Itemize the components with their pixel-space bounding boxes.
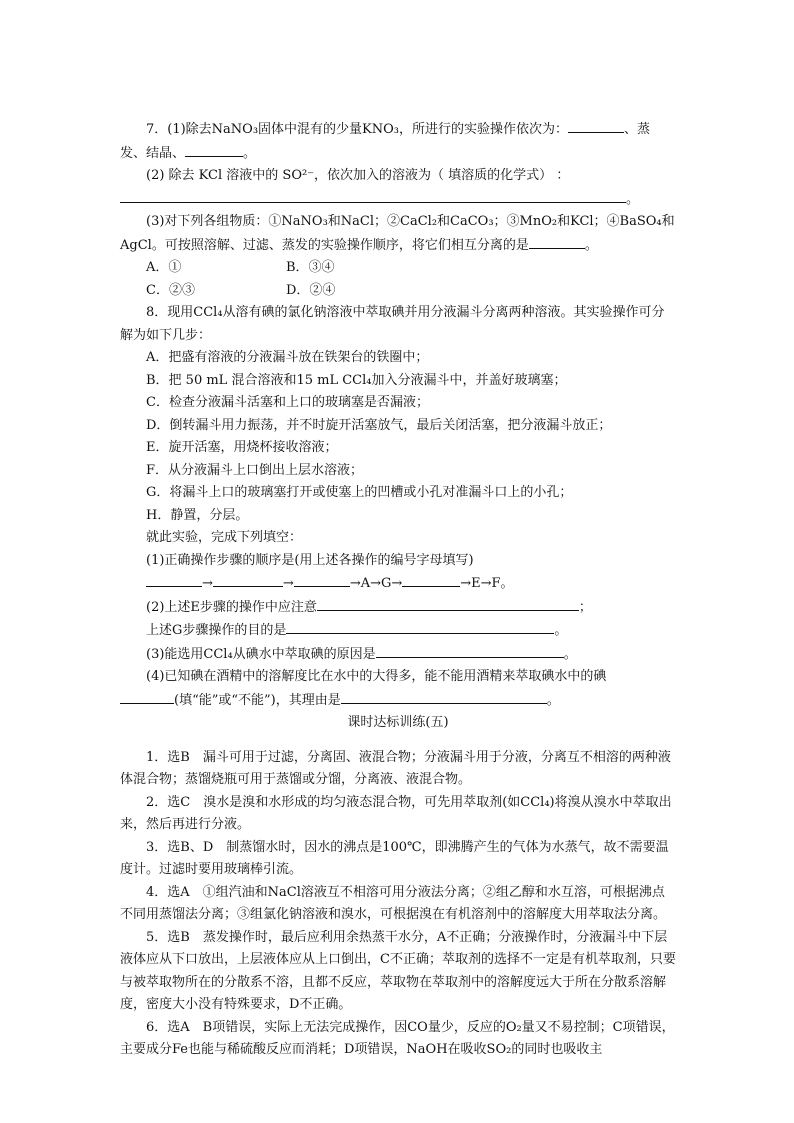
option-c[interactable]: C．②③ — [146, 282, 195, 298]
answer-blank[interactable] — [341, 689, 547, 704]
answer-blank[interactable] — [286, 619, 554, 634]
q8-sequence — [120, 572, 676, 596]
document-page — [120, 118, 676, 1062]
q7-options-row-2 — [120, 280, 676, 303]
sequence-fixed: →E→F。 — [460, 576, 514, 591]
q8-lead: 就此实验，完成下列填空： — [146, 530, 303, 545]
answer-blank[interactable] — [146, 572, 202, 587]
option-b[interactable]: B．③④ — [286, 260, 335, 275]
q8-step: D．倒转漏斗用力振荡，并不时旋开活塞放气，最后关闭活塞，把分液漏斗放正； — [146, 417, 612, 433]
q7-part3-text: (3)对下列各组物质：①NaNO₃和NaCl；②CaCl₂和CaCO₃；③MnO₂和KCl；④BaSO₄和AgCl。可按照溶解、过滤、蒸发的实验操作顺序，将它们相互分离的是 — [120, 214, 675, 253]
answer-blank[interactable] — [120, 689, 174, 704]
q7-part2-text: (2) 除去 KCl 溶液中的 SO²⁻，依次加入的溶液为（ 填溶质的化学式） ： — [146, 168, 570, 183]
q7-part2 — [120, 165, 676, 188]
answer-blank[interactable] — [294, 572, 350, 587]
q7-part1-text: 。 — [243, 145, 257, 161]
answer-item: 4．选A ①组汽油和NaCl溶液互不相溶可用分液法分离；②组乙醇和水互溶，可根据沸点不同用蒸馏法分离；③组氯化钠溶液和溴水，可根据溴在有机溶剂中的溶解度大用萃取法分离。 — [120, 884, 667, 922]
q8-sub3-end: 。 — [563, 646, 577, 662]
answer-blank[interactable] — [529, 234, 585, 249]
q7-part1-text: 结晶、 — [146, 145, 186, 161]
q8-step: C．检查分液漏斗活塞和上口的玻璃塞是否漏液； — [146, 395, 429, 410]
answer-item: 1．选B 漏斗可用于过滤，分离固、液混合物；分液漏斗用于分液，分离互不相溶的两种液体混合物；蒸馏烧瓶可用于蒸馏或分馏，分离液、液混合物。 — [120, 749, 671, 787]
option-d[interactable]: D．②④ — [286, 282, 336, 298]
q8-sub2b-text: 上述G步骤操作的目的是 — [146, 623, 287, 638]
q8-sub4-end: 。 — [546, 692, 560, 708]
q8-intro — [120, 302, 676, 347]
q8-sub4-text: (填“能”或“不能”)，其理由是 — [174, 692, 341, 708]
q7-part2-answer-line — [120, 188, 676, 212]
answer-item: 3．选B、D 制蒸馏水时，因水的沸点是100℃，即沸腾产生的气体为水蒸气，故不需要温度计。过滤时要用玻璃棒引流。 — [120, 839, 669, 877]
q8-sub2a-end: ； — [578, 599, 592, 615]
section-title: 课时达标训练(五) — [347, 715, 449, 730]
answer-blank[interactable] — [376, 643, 564, 658]
q7-part1-text: 、蒸发、 — [120, 122, 651, 161]
q8-sub2b-end: 。 — [554, 623, 568, 638]
q8-step: A．把盛有溶液的分液漏斗放在铁架台的铁圈中； — [146, 350, 429, 365]
q8-step: E．旋开活塞，用烧杯接收溶液； — [146, 440, 338, 455]
sequence-fixed: →A→G→ — [349, 576, 403, 591]
q7-part3-end: 。 — [584, 237, 598, 253]
arrow: → — [282, 576, 294, 591]
q8-sub3 — [120, 643, 676, 667]
q8-sub3-text: (3)能选用CCl₄从碘水中萃取碘的原因是 — [146, 646, 376, 662]
answer-blank[interactable] — [402, 572, 460, 587]
q8-step: G．将漏斗上口的玻璃塞打开或使塞上的凹槽或小孔对准漏斗口上的小孔； — [146, 485, 573, 500]
q8-sub4-text: (4)已知碘在酒精中的溶解度比在水中的大得多，能不能用酒精来萃取碘水中的碘 — [146, 669, 607, 684]
answer-item: 2．选C 溴水是溴和水形成的均匀液态混合物，可先用萃取剂(如CCl₄)将溴从溴水中萃取出来，然后再进行分液。 — [120, 794, 672, 832]
q8-step: H．静置，分层。 — [146, 507, 249, 523]
q7-part1-text: 7．(1)除去NaNO₃固体中混有的少量KNO₃，所进行的实验操作依次为： — [146, 122, 569, 137]
answer-item: 5．选B 蒸发操作时，最后应利用余热蒸干水分，A不正确；分液操作时，分液漏斗中下层液体应从下口放出，上层液体应从上口倒出，C不正确；萃取剂的选择不一定是有机萃取剂，只要与被萃取物所在的分散系不溶，且都不反应，萃取物在萃取剂中的溶解度远大于所在分散系溶解度，密度大小没有特殊要求，D不正确。 — [120, 929, 676, 1012]
answer-blank[interactable] — [185, 142, 243, 157]
q8-step: F．从分液漏斗上口倒出上层水溶液； — [146, 462, 364, 478]
q7-options-row-1 — [120, 257, 676, 280]
q7-part3 — [120, 211, 676, 257]
q7-part2-end: 。 — [626, 191, 640, 207]
answer-blank[interactable] — [317, 596, 579, 611]
q8-sub2a-text: (2)上述E步骤的操作中应注意 — [146, 599, 317, 615]
answer-blank[interactable] — [120, 188, 626, 203]
q8-intro-text: 8．现用CCl₄从溶有碘的氯化钠溶液中萃取碘并用分液漏斗分离两种溶液。其实验操作可分解为如下几步： — [120, 305, 665, 343]
answer-blank[interactable] — [568, 118, 624, 133]
q8-sub4 — [120, 666, 676, 689]
q8-sub2a — [120, 596, 676, 620]
answer-blank[interactable] — [213, 572, 283, 587]
q8-step: B．把 50 mL 混合溶液和15 mL CCl₄加入分液漏斗中，并盖好玻璃塞； — [146, 372, 567, 388]
spacer — [120, 735, 676, 747]
option-a[interactable]: A．① — [146, 260, 182, 275]
arrow: → — [202, 576, 213, 591]
answer-item: 6．选A B项错误，实际上无法完成操作，因CO量少，反应的O₂量又不易控制；C项错误，主要成分Fe也能与稀硫酸反应而消耗；D项错误，NaOH在吸收SO₂的同时也吸收主 — [120, 1019, 675, 1057]
q8-sub2b — [120, 619, 676, 643]
q8-sub1: (1)正确操作步骤的顺序是(用上述各操作的编号字母填写) — [146, 552, 474, 568]
q8-sub4-line2 — [120, 689, 676, 713]
q7-part1 — [120, 118, 676, 165]
